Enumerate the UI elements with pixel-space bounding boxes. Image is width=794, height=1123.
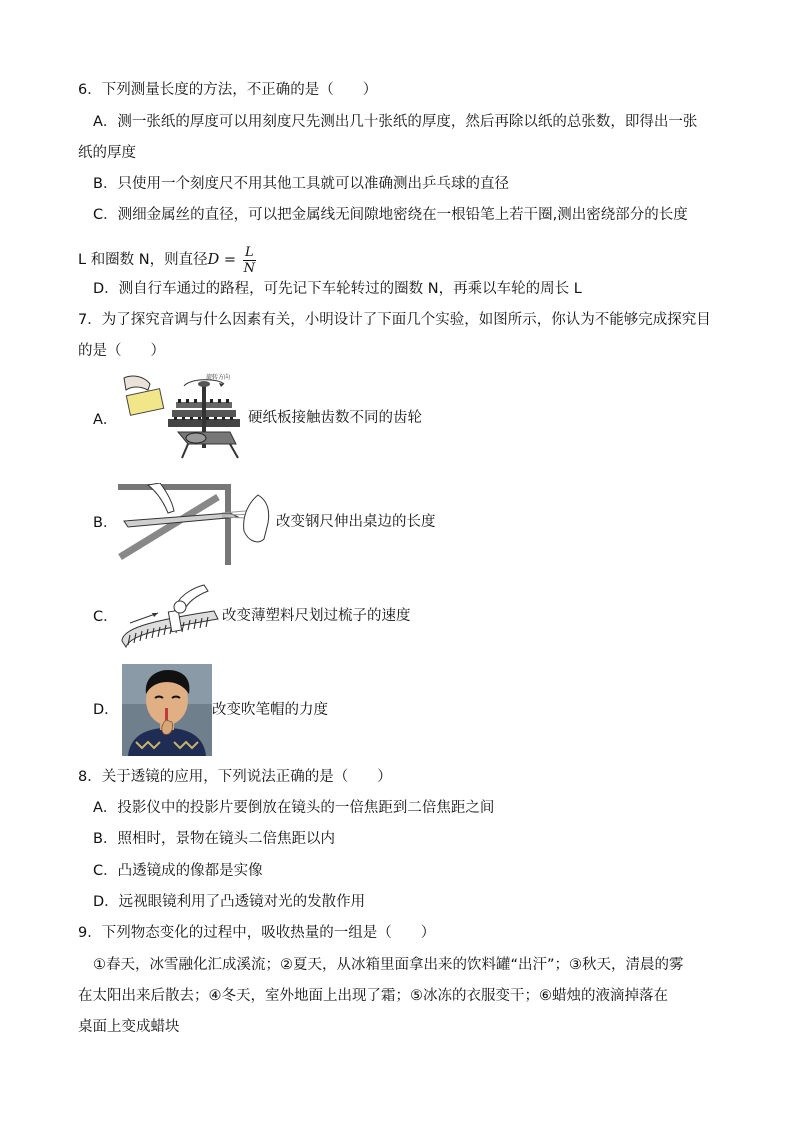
q6-option-c-line2 — [78, 243, 257, 277]
gear-experiment-image — [118, 372, 248, 460]
comb-experiment-image — [118, 583, 222, 649]
fraction-denominator: N — [243, 260, 256, 276]
q8-option-d: D．远视眼镜利用了凸透镜对光的发散作用 — [93, 894, 366, 910]
question-9-stem: 9．下列物态变化的过程中，吸收热量的一组是（ ） — [78, 925, 436, 941]
formula-variable-d: D — [207, 252, 220, 268]
q8-option-b: B．照相时，景物在镜头二倍焦距以内 — [93, 831, 335, 847]
q7-option-d-letter: D． — [93, 702, 119, 718]
q6-option-d: D．测自行车通过的路程，可先记下车轮转过的圈数 N，再乘以车轮的周长 L — [93, 281, 582, 297]
q7-option-c-caption: 改变薄塑料尺划过梳子的速度 — [222, 608, 411, 624]
ruler-experiment-image — [118, 483, 278, 565]
q6-option-c-line1: C．测细金属丝的直径，可以把金属线无间隙地密绕在一根铅笔上若干圈,测出密绕部分的长度 — [93, 207, 688, 223]
q9-body-line2: 在太阳出来后散去；④冬天，室外地面上出现了霜；⑤冰冻的衣服变干；⑥蜡烛的液滴掉落在 — [78, 988, 668, 1004]
q7-option-c-letter: C． — [93, 609, 118, 625]
q7-option-b-caption: 改变钢尺伸出桌边的长度 — [276, 514, 436, 530]
q6-c-text: L 和圈数 N，则直径 — [78, 252, 208, 268]
q8-option-a: A．投影仪中的投影片要倒放在镜头的一倍焦距到二倍焦距之间 — [93, 800, 495, 816]
q9-body-line3: 桌面上变成蜡块 — [78, 1019, 180, 1035]
q7-option-a-caption: 硬纸板接触齿数不同的齿轮 — [248, 410, 422, 426]
q7-option-b-letter: B． — [93, 515, 118, 531]
fraction-numerator: L — [245, 244, 254, 260]
boy-blowing-pen-cap-photo — [122, 664, 212, 756]
formula-equals: = — [219, 252, 241, 268]
question-8-stem: 8．关于透镜的应用，下列说法正确的是（ ） — [78, 769, 392, 785]
question-7-stem-line2: 的是（ ） — [78, 343, 165, 359]
q6-option-b: B．只使用一个刻度尺不用其他工具就可以准确测出乒乓球的直径 — [93, 176, 509, 192]
q7-option-a-letter: A． — [93, 412, 118, 428]
question-6-stem: 6．下列测量长度的方法，不正确的是（ ） — [78, 82, 378, 98]
q6-option-a-line1: A．测一张纸的厚度可以用刻度尺先测出几十张纸的厚度，然后再除以纸的总张数，即得出一张 — [93, 114, 698, 130]
q7-option-d-caption: 改变吹笔帽的力度 — [212, 702, 328, 718]
q9-body-line1: ①春天，冰雪融化汇成溪流；②夏天，从冰箱里面拿出来的饮料罐“出汗”；③秋天，清晨的雾 — [93, 957, 684, 973]
q6-option-a-line2: 纸的厚度 — [78, 145, 136, 161]
rotation-direction-label: 旋转方向 — [206, 374, 231, 381]
formula-fraction — [242, 245, 257, 276]
q8-option-c: C．凸透镜成的像都是实像 — [93, 863, 263, 879]
question-7-stem-line1: 7．为了探究音调与什么因素有关，小明设计了下面几个实验，如图所示，你认为不能够完成探究目 — [78, 312, 711, 328]
